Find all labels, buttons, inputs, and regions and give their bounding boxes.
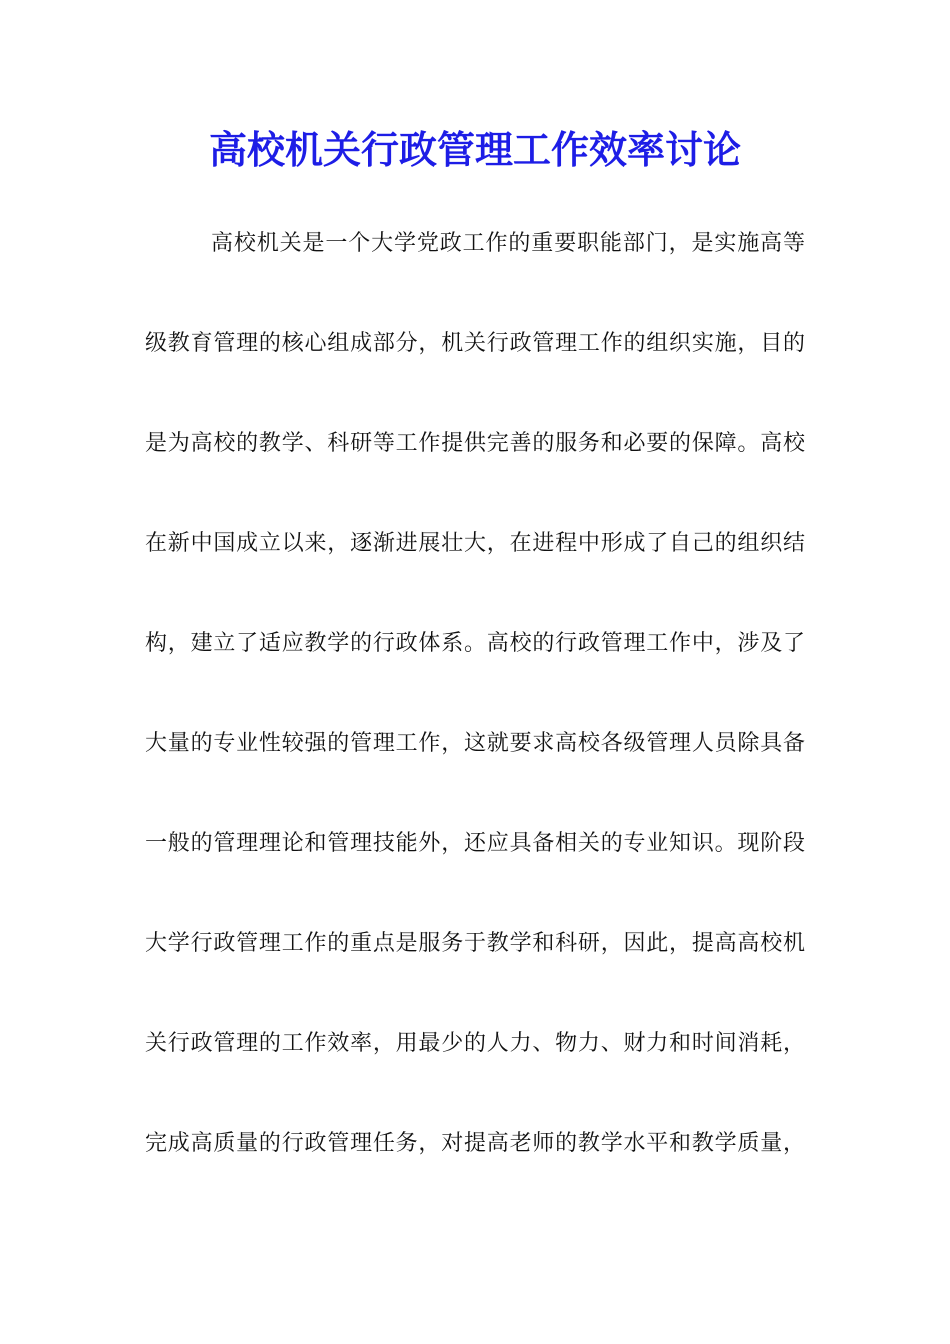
body-line-8: 大学行政管理工作的重点是服务于教学和科研，因此，提高高校机	[145, 931, 805, 956]
body-line-4: 在新中国成立以来，逐渐进展壮大，在进程中形成了自己的组织结	[145, 531, 805, 556]
body-line-9: 关行政管理的工作效率，用最少的人力、物力、财力和时间消耗，	[145, 1031, 805, 1056]
body-line-7: 一般的管理理论和管理技能外，还应具备相关的专业知识。现阶段	[145, 831, 805, 856]
document-title: 高校机关行政管理工作效率讨论	[208, 127, 741, 172]
body-line-1: 高校机关是一个大学党政工作的重要职能部门，是实施高等	[211, 231, 805, 256]
document-body	[145, 219, 805, 1219]
body-line-3: 是为高校的教学、科研等工作提供完善的服务和必要的保障。高校	[145, 431, 805, 456]
body-line-10: 完成高质量的行政管理任务，对提高老师的教学水平和教学质量，	[145, 1131, 805, 1156]
body-line-6: 大量的专业性较强的管理工作，这就要求高校各级管理人员除具备	[145, 731, 805, 756]
body-line-2: 级教育管理的核心组成部分，机关行政管理工作的组织实施，目的	[145, 331, 805, 356]
body-line-5: 构，建立了适应教学的行政体系。高校的行政管理工作中，涉及了	[145, 631, 805, 656]
